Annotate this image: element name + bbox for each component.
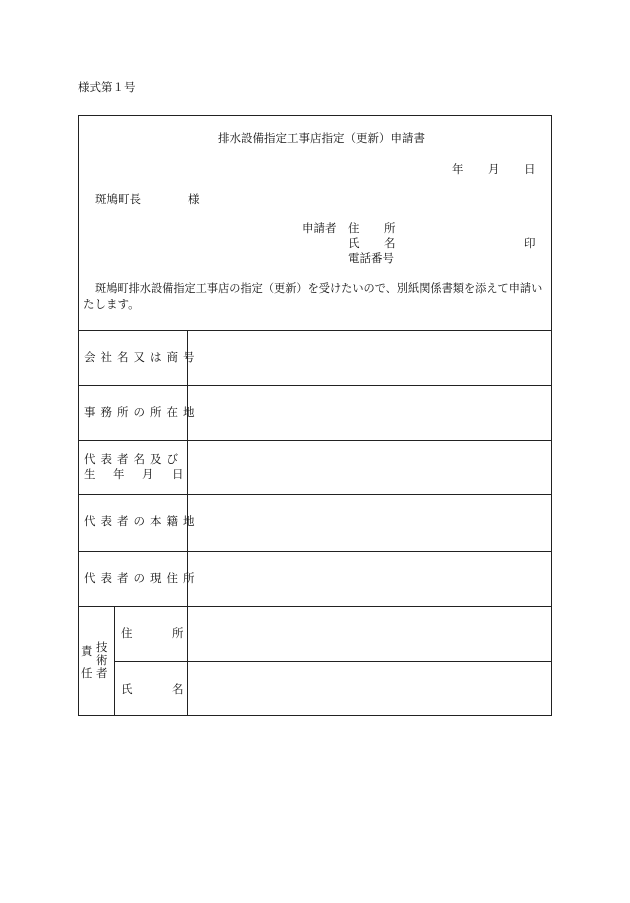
applicant-name-label-b: 名 <box>384 236 396 250</box>
row-divider <box>78 494 552 495</box>
engineer-address-field[interactable] <box>189 608 551 660</box>
responsible-engineer-label-c: 任 <box>81 666 93 680</box>
seal-mark: 印 <box>524 236 536 250</box>
date-month-label: 月 <box>488 162 500 176</box>
addressee-name: 斑鳩町長 <box>95 192 141 206</box>
representative-domicile-label: 代表者の本籍地 <box>84 514 200 528</box>
row-divider <box>78 606 552 607</box>
company-name-field[interactable] <box>189 332 551 384</box>
applicant-label: 申請者 <box>302 221 337 235</box>
request-text-line-2: たします。 <box>83 297 140 311</box>
responsible-engineer-label-a: 責 <box>81 644 93 658</box>
office-location-label: 事務所の所在地 <box>84 405 200 419</box>
representative-birth-label-b: 年 <box>113 467 125 481</box>
responsible-engineer-label-b1: 技 <box>96 640 108 654</box>
request-text-line-1: 斑鳩町排水設備指定工事店の指定（更新）を受けたいので、別紙関係書類を添えて申請い <box>95 282 543 295</box>
responsible-engineer-label-b3: 者 <box>96 666 108 680</box>
representative-name-birth-field[interactable] <box>189 442 551 493</box>
applicant-phone-field[interactable] <box>400 250 540 266</box>
representative-birth-label-a: 生 <box>84 467 96 481</box>
applicant-name-label-a: 氏 <box>348 236 360 250</box>
applicant-address-field[interactable] <box>400 220 540 236</box>
row-divider <box>78 330 552 331</box>
engineer-address-label-b: 所 <box>172 626 184 640</box>
row-divider <box>78 440 552 441</box>
row-divider <box>114 661 552 662</box>
engineer-name-label-a: 氏 <box>121 682 133 696</box>
engineer-name-field[interactable] <box>189 663 551 715</box>
applicant-address-label-a: 住 <box>348 221 360 235</box>
responsible-engineer-label-b2: 術 <box>96 653 108 667</box>
representative-birth-label-d: 日 <box>172 467 184 481</box>
engineer-name-label-b: 名 <box>172 682 184 696</box>
form-title: 排水設備指定工事店指定（更新）申請書 <box>218 131 425 145</box>
row-divider <box>78 551 552 552</box>
representative-address-field[interactable] <box>189 553 551 605</box>
row-divider <box>78 385 552 386</box>
addressee-honorific: 様 <box>188 192 200 206</box>
representative-address-label: 代表者の現住所 <box>84 571 200 585</box>
date-year-label: 年 <box>452 162 464 176</box>
representative-name-label: 代表者名及び <box>84 452 183 466</box>
engineer-address-label-a: 住 <box>121 626 133 640</box>
form-number: 様式第１号 <box>78 80 136 94</box>
applicant-phone-label: 電話番号 <box>348 251 394 265</box>
column-divider <box>114 606 115 716</box>
representative-domicile-field[interactable] <box>189 496 551 550</box>
office-location-field[interactable] <box>189 387 551 439</box>
applicant-address-label-b: 所 <box>384 221 396 235</box>
applicant-name-field[interactable] <box>400 235 515 251</box>
date-day-label: 日 <box>524 162 536 176</box>
representative-birth-label-c: 月 <box>142 467 154 481</box>
company-name-label: 会社名又は商号 <box>84 350 200 364</box>
